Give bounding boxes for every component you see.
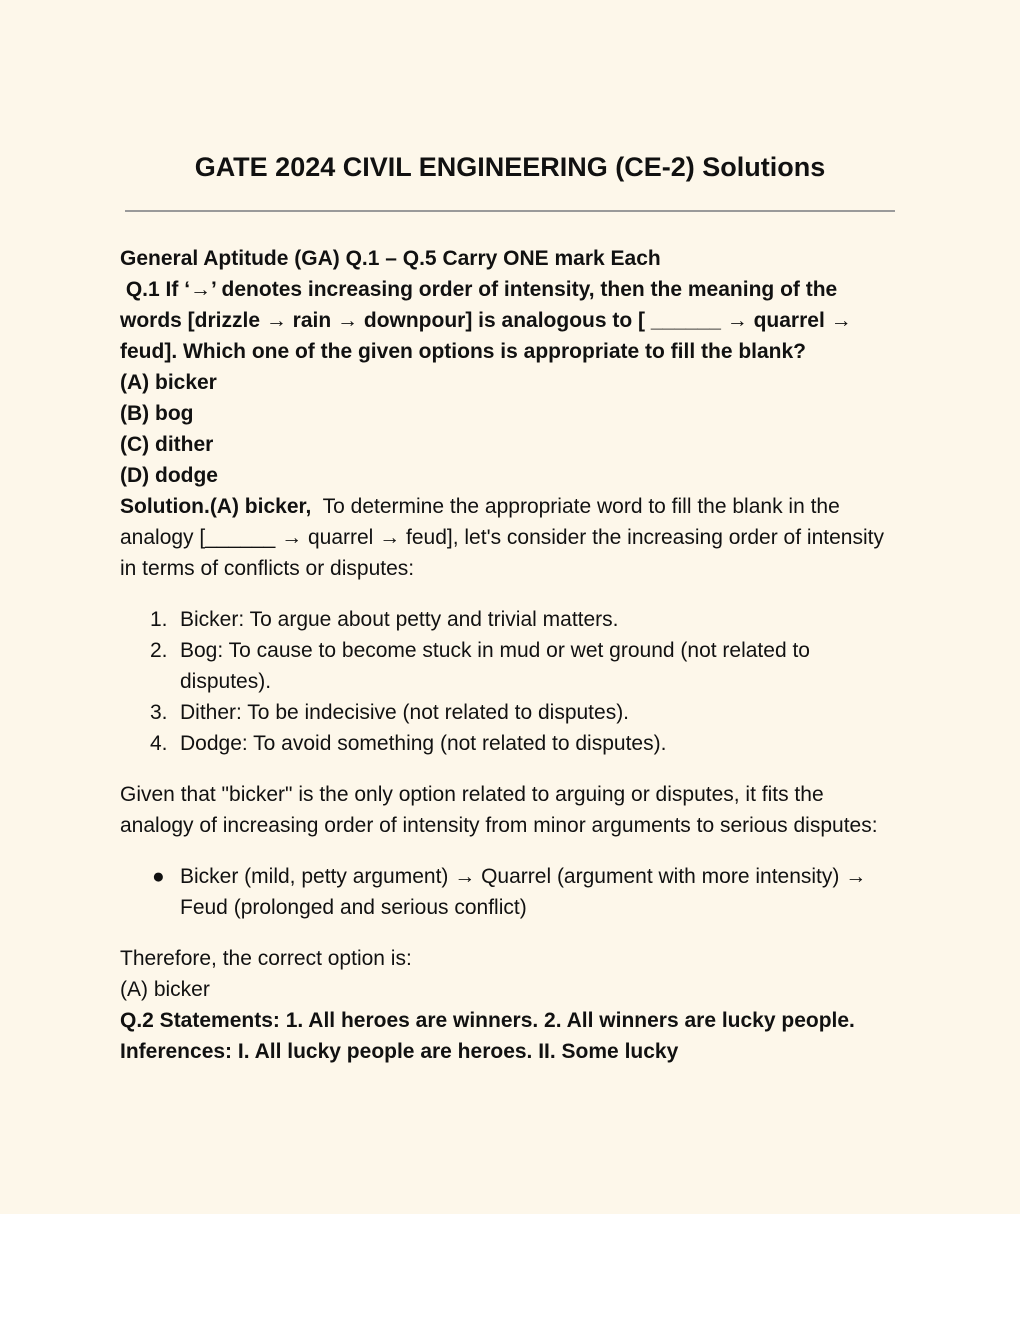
q1-therefore-text: Therefore, the correct option is: (120, 947, 412, 970)
q1-answer: (A) bicker (120, 978, 210, 1001)
q1-solution-label: Solution.(A) bicker, (120, 495, 312, 518)
list-number: 3. (150, 701, 168, 724)
q1-given-text: Given that "bicker" is the only option related to arguing or disputes, it fits the analogy of increasing order of intensity from minor arguments to serious disputes: (120, 783, 878, 837)
list-item (120, 697, 895, 728)
q1-definition-list (120, 604, 895, 759)
bullet-text: Bicker (mild, petty argument) → Quarrel (argument with more intensity) → Feud (prolonged and serious conflict) (180, 865, 867, 919)
q1-option-c: (C) dither (120, 433, 214, 456)
q1-solution-text: To determine the appropriate word to fill the blank in the analogy [______ → quarrel → feud], let's consider the increasing order of intensity in terms of conflicts or disputes: (120, 495, 890, 580)
q1-option-b: (B) bog (120, 402, 194, 425)
question-1-text: Q.1 If ‘→’ denotes increasing order of intensity, then the meaning of the words [drizzle → rain → downpour] is analogous to [ ______ → quarrel → feud]. Which one of the given options is appropriate to fill the blank? (120, 278, 858, 363)
q1-bullet-list (120, 861, 895, 923)
list-item-text: Dodge: To avoid something (not related to disputes). (180, 732, 667, 755)
list-item (120, 861, 895, 923)
question-2-text: Q.2 Statements: 1. All heroes are winners. 2. All winners are lucky people. Inferences: I. All lucky people are heroes. II. Some lucky (120, 1009, 855, 1063)
page-content (120, 243, 895, 1067)
list-item-text: Bog: To cause to become stuck in mud or wet ground (not related to disputes). (180, 639, 810, 693)
list-item (120, 604, 895, 635)
list-number: 1. (150, 608, 168, 631)
list-number: 4. (150, 732, 168, 755)
list-item-text: Bicker: To argue about petty and trivial matters. (180, 608, 619, 631)
bullet-icon: ● (152, 865, 165, 888)
q1-option-d: (D) dodge (120, 464, 218, 487)
page-title: GATE 2024 CIVIL ENGINEERING (CE-2) Solutions (194, 152, 826, 182)
list-item (120, 635, 895, 697)
list-item-text: Dither: To be indecisive (not related to disputes). (180, 701, 630, 724)
section-heading: General Aptitude (GA) Q.1 – Q.5 Carry ONE mark Each (120, 247, 661, 270)
title-divider (125, 210, 895, 212)
q1-option-a: (A) bicker (120, 371, 217, 394)
q1-solution (120, 491, 895, 584)
list-item (120, 728, 895, 759)
list-number: 2. (150, 639, 168, 662)
